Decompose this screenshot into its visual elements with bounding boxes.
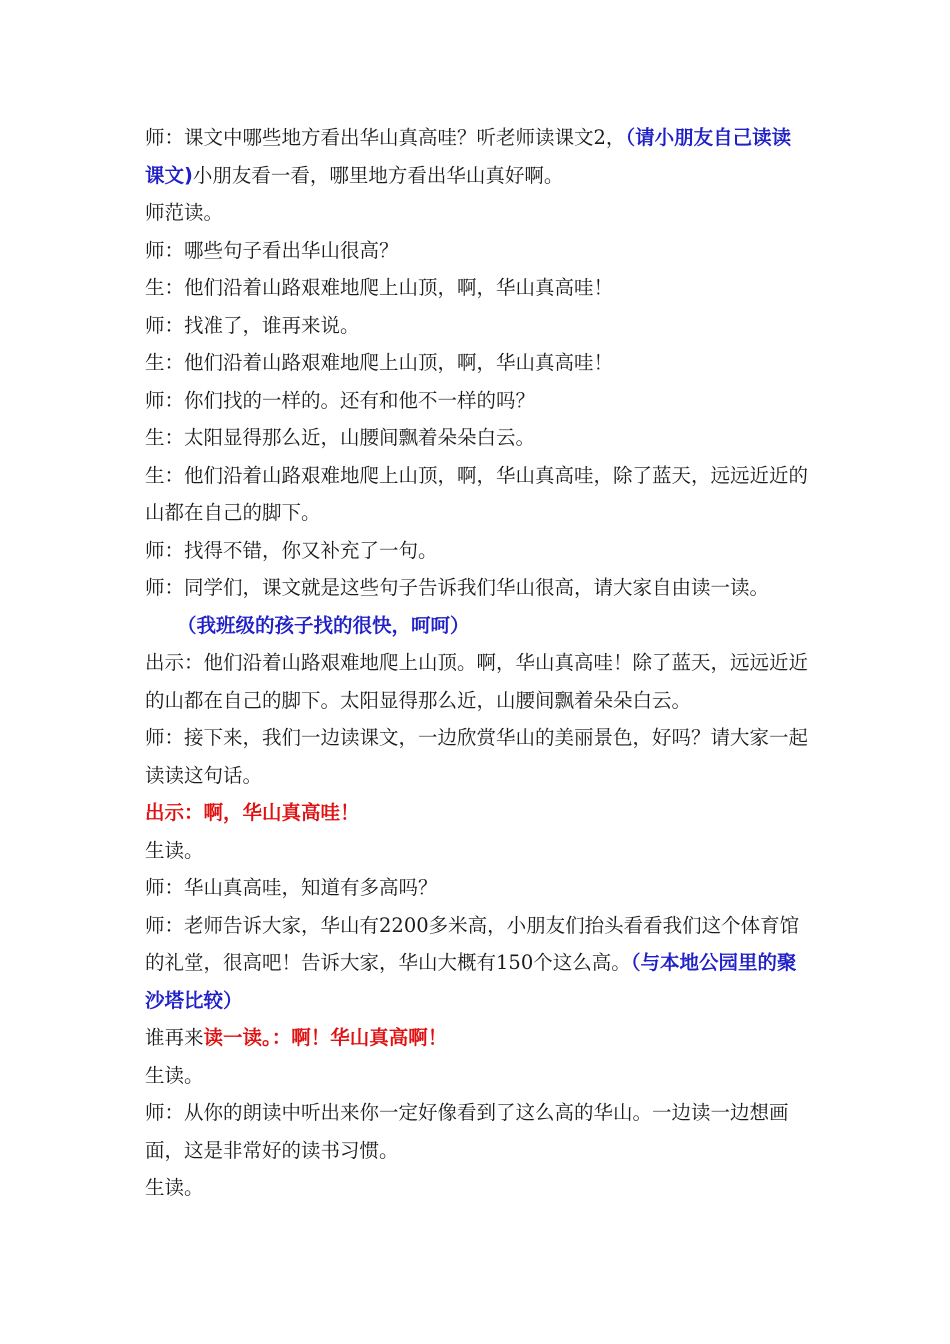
paragraph [145, 119, 810, 194]
paragraph: 生：他们沿着山路艰难地爬上山顶，啊，华山真高哇！ [145, 351, 614, 374]
prompt-text: 谁再来 [145, 1026, 204, 1049]
paragraph: 师：接下来，我们一边读课文，一边欣赏华山的美丽景色，好吗？请大家一起读读这句话。 [145, 726, 809, 787]
paragraph: 生读。 [145, 1063, 204, 1087]
red-highlight: 读一读。：啊！华山真高啊！ [203, 1026, 448, 1049]
paragraph: 师：你们找的一样的。还有和他不一样的吗？ [145, 388, 536, 412]
paragraph [145, 1019, 810, 1057]
blue-note: （与本地公园里的聚沙塔比较） [145, 951, 797, 1012]
teacher-text: 师：老师告诉大家，华山有2200多米高，小朋友们抬头看看我们这个体育馆的礼堂，很高吧！告诉大家，华山大概有150个这么高。 [145, 913, 800, 974]
paragraph: 师范读。 [145, 201, 224, 224]
paragraph: 师：找得不错，你又补充了一句。 [145, 538, 438, 562]
paragraph [145, 907, 810, 1020]
paragraph: 师：同学们，课文就是这些句子告诉我们华山很高，请大家自由读一读。 [145, 576, 770, 599]
paragraph: 生：他们沿着山路艰难地爬上山顶，啊，华山真高哇，除了蓝天，远远近近的山都在自己的脚下。 [145, 463, 809, 524]
paragraph: 生读。 [145, 1176, 204, 1199]
paragraph: 生：太阳显得那么近，山腰间飘着朵朵白云。 [145, 426, 536, 449]
paragraph: 生：他们沿着山路艰难地爬上山顶，啊，华山真高哇！ [145, 276, 614, 299]
paragraph: 师：找准了，谁再来说。 [145, 313, 360, 337]
paragraph: 出示：他们沿着山路艰难地爬上山顶。啊，华山真高哇！除了蓝天，远远近近的山都在自己的脚下。太阳显得那么近，山腰间飘着朵朵白云。 [145, 651, 809, 712]
blue-note: （请小朋友自己读读课文) [145, 126, 792, 187]
teacher-text: 小朋友看一看，哪里地方看出华山真好啊。 [192, 163, 564, 187]
lesson-transcript [145, 119, 810, 1207]
red-highlight: 出示：啊，华山真高哇！ [145, 801, 360, 824]
paragraph: 师：从你的朗读中听出来你一定好像看到了这么高的华山。一边读一边想画面，这是非常好的读书习惯。 [145, 1101, 789, 1162]
paragraph: 师：华山真高哇，知道有多高吗？ [145, 876, 438, 899]
teacher-text: 师：课文中哪些地方看出华山真高哇？听老师读课文2， [145, 126, 626, 149]
paragraph: 师：哪些句子看出华山很高？ [145, 238, 399, 262]
blue-note: （我班级的孩子找的很快，呵呵） [177, 613, 470, 637]
paragraph: 生读。 [145, 838, 204, 862]
